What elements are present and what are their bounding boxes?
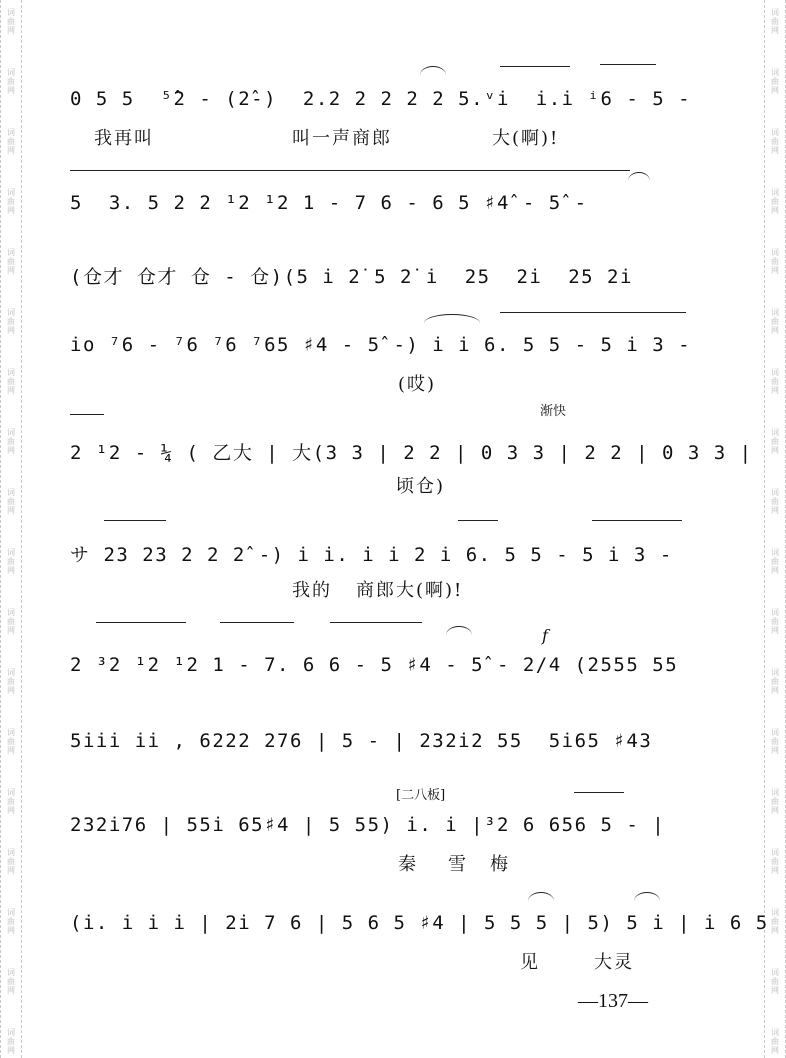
watermark-text: 词 曲 网	[7, 728, 15, 755]
lyric-text: 梅	[490, 854, 510, 875]
watermark-text: 词 曲 网	[771, 728, 779, 755]
watermark-text: 词 曲 网	[7, 1028, 15, 1055]
phrase-line	[220, 622, 294, 623]
slur-mark	[424, 314, 480, 323]
watermark-text: 词 曲 网	[7, 248, 15, 275]
watermark-text: 词 曲 网	[771, 488, 779, 515]
lyric-text: 商郎大(啊)!	[356, 580, 464, 601]
watermark-text: 词 曲 网	[7, 668, 15, 695]
watermark-text: 词 曲 网	[771, 968, 779, 995]
watermark-text: 词 曲 网	[771, 1028, 779, 1055]
watermark-text: 词 曲 网	[771, 788, 779, 815]
slur-mark	[446, 626, 472, 635]
score-row: (i̇. i̇ i̇ i̇ | 2i̇ 7 6 | 5 6 5 ♯4 | 5 5 5 | 5) 5 i̇ | i̇ 6 5	[70, 912, 769, 934]
phrase-line	[600, 64, 656, 65]
phrase-line	[70, 414, 104, 415]
score-row: 0 5 5 ⁵̂2 - (2̂-) 2.2 2 2 2 2 5.ᵛi̇ i̇.i̇ ⁱ6 - 5 -	[70, 88, 692, 110]
watermark-text: 词 曲 网	[771, 848, 779, 875]
watermark-text: 词 曲 网	[771, 428, 779, 455]
watermark-text: 词 曲 网	[7, 608, 15, 635]
watermark-text: 词 曲 网	[7, 488, 15, 515]
watermark-text: 词 曲 网	[771, 608, 779, 635]
slur-mark	[528, 892, 554, 901]
phrase-line	[70, 170, 630, 171]
watermark-text: 词 曲 网	[7, 368, 15, 395]
score-row: 5i̇i̇i̇ i̇i̇ , 6222 276 | 5 - | 232i̇2 55 5i̇65 ♯43	[70, 730, 653, 752]
lyric-text: 雪	[448, 854, 468, 875]
phrase-line	[96, 622, 186, 623]
watermark-text: 词 曲 网	[7, 428, 15, 455]
slur-mark	[634, 892, 660, 901]
watermark-text: 词 曲 网	[771, 368, 779, 395]
lyric-text: 大灵	[594, 952, 634, 973]
watermark-text: 词 曲 网	[771, 668, 779, 695]
page-number: —137—	[578, 990, 648, 1012]
banshi-marking: [二八板]	[396, 788, 446, 803]
score-row: 2 ³2 ¹2 ¹2 1 - 7. 6 6 - 5 ♯4 - 5̂ - 2/4 (2555 55	[70, 654, 679, 676]
watermark-text: 词 曲 网	[7, 128, 15, 155]
left-watermark-strip	[0, 0, 22, 1058]
slur-mark	[420, 66, 446, 75]
lyric-text: 顷仓)	[396, 476, 446, 497]
score-row: 5 3. 5 2 2 ¹2 ¹2 1 - 7 6 - 6 5 ♯4̂ - 5̂ -	[70, 192, 588, 214]
score-row: (仓才 仓才 仓 - 仓)(5 i̇ 2̇ 5 2̇ i̇ 25 2i̇ 25 2i̇	[70, 266, 633, 288]
watermark-text: 词 曲 网	[771, 188, 779, 215]
right-watermark-strip	[764, 0, 786, 1058]
lyric-text: 见	[520, 952, 540, 973]
watermark-text: 词 曲 网	[771, 8, 779, 35]
phrase-line	[574, 792, 624, 793]
watermark-text: 词 曲 网	[771, 548, 779, 575]
lyric-text: 我再叫	[94, 128, 154, 149]
score-row: サ 23 23 2 2 2̂ -) i̇ i̇. i̇ i̇ 2 i̇ 6. 5 5 - 5 i̇ 3 -	[70, 544, 673, 566]
phrase-line	[104, 520, 166, 521]
watermark-text: 词 曲 网	[7, 68, 15, 95]
slur-mark	[628, 172, 650, 181]
watermark-text: 词 曲 网	[771, 128, 779, 155]
score-row: 2 ¹2 - ¼ ( 乙大 | 大(3 3 | 2 2 | 0 3 3 | 2 2 | 0 3 3 |	[70, 442, 753, 464]
lyric-text: 我的	[292, 580, 332, 601]
watermark-text: 词 曲 网	[7, 968, 15, 995]
watermark-text: 词 曲 网	[771, 908, 779, 935]
score-row: i̇o ⁷6 - ⁷6 ⁷6 ⁷65 ♯4 - 5̂ -) i̇ i̇ 6. 5 5 - 5 i̇ 3 -	[70, 334, 692, 356]
lyric-text: 秦	[398, 854, 418, 875]
watermark-text: 词 曲 网	[7, 8, 15, 35]
watermark-text: 词 曲 网	[7, 548, 15, 575]
watermark-text: 词 曲 网	[7, 188, 15, 215]
phrase-line	[330, 622, 422, 623]
watermark-text: 词 曲 网	[7, 848, 15, 875]
lyric-text: 叫一声商郎	[292, 128, 392, 149]
watermark-text: 词 曲 网	[771, 308, 779, 335]
lyric-text: (哎)	[398, 374, 437, 395]
score-row: 232i̇76 | 55i̇ 65♯4 | 5 55) i̇. i̇ |³2 6 656 5 - |	[70, 814, 666, 836]
lyric-text: 大(啊)!	[492, 128, 560, 149]
phrase-line	[458, 520, 498, 521]
phrase-line	[500, 312, 686, 313]
watermark-text: 词 曲 网	[7, 788, 15, 815]
tempo-marking: 渐快	[540, 404, 567, 419]
watermark-text: 词 曲 网	[771, 68, 779, 95]
phrase-line	[592, 520, 682, 521]
phrase-line	[500, 66, 570, 67]
watermark-text: 词 曲 网	[771, 248, 779, 275]
watermark-text: 词 曲 网	[7, 308, 15, 335]
watermark-text: 词 曲 网	[7, 908, 15, 935]
dynamic-marking: f	[542, 626, 548, 645]
